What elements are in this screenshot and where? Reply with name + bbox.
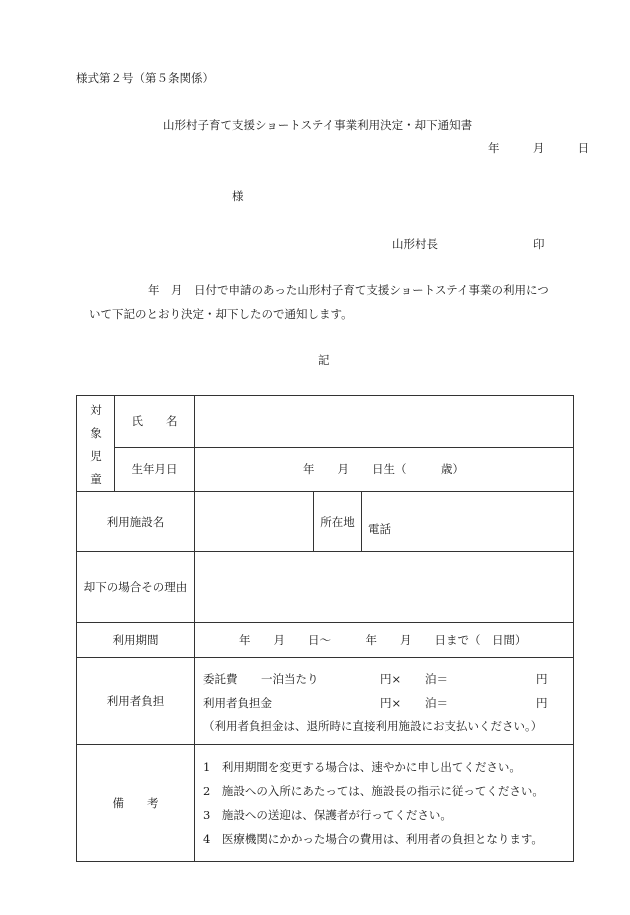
phone-label: 電話 bbox=[368, 521, 391, 536]
period-label: 利用期間 bbox=[77, 623, 195, 658]
seal-mark: 印 bbox=[533, 237, 545, 251]
reject-reason-label: 却下の場合その理由 bbox=[77, 552, 195, 623]
fee-nights: 泊＝ bbox=[425, 672, 448, 686]
remarks-label: 備 考 bbox=[77, 745, 195, 862]
issuer-name: 山形村長 bbox=[392, 237, 438, 251]
location-label: 所在地 bbox=[314, 492, 362, 552]
body-text-line-1: 年 月 日付で申請のあった山形村子育て支援ショートステイ事業の利用につ bbox=[148, 283, 549, 297]
remarks-list bbox=[195, 745, 574, 862]
name-label: 氏 名 bbox=[115, 396, 195, 448]
child-label-char: 象 bbox=[90, 426, 102, 440]
addressee-suffix: 様 bbox=[232, 189, 244, 203]
user-burden-yen-per-night: 円× bbox=[380, 696, 402, 710]
remark-item: 2 施設への入所にあたっては、施設長の指示に従ってください。 bbox=[203, 784, 544, 798]
fee-total-yen: 円 bbox=[536, 672, 548, 686]
child-label-char: 児 bbox=[90, 449, 102, 463]
name-field[interactable] bbox=[195, 396, 574, 448]
decision-table bbox=[76, 395, 574, 862]
child-label-char: 童 bbox=[90, 472, 102, 486]
remark-item: 4 医療機関にかかった場合の費用は、利用者の負担となります。 bbox=[203, 832, 543, 846]
remark-item: 3 施設への送迎は、保護者が行ってください。 bbox=[203, 808, 452, 822]
reject-reason-field[interactable] bbox=[195, 552, 574, 623]
body-text-line-2: いて下記のとおり決定・却下したので通知します。 bbox=[89, 307, 353, 321]
date-line bbox=[488, 140, 589, 156]
child-label-cell bbox=[77, 396, 115, 492]
form-number: 様式第２号（第５条関係） bbox=[76, 71, 214, 85]
fee-yen-per-night: 円× bbox=[380, 672, 402, 686]
facility-label: 利用施設名 bbox=[77, 492, 195, 552]
ki-heading: 記 bbox=[318, 353, 330, 367]
date-month: 月 bbox=[532, 141, 545, 155]
date-day: 日 bbox=[577, 141, 590, 155]
document-title: 山形村子育て支援ショートステイ事業利用決定・却下通知書 bbox=[163, 118, 473, 132]
period-value[interactable]: 年 月 日〜 年 月 日まで（ 日間） bbox=[195, 623, 574, 658]
user-burden-total-yen: 円 bbox=[536, 696, 548, 710]
birth-label: 生年月日 bbox=[115, 447, 195, 491]
burden-label: 利用者負担 bbox=[77, 658, 195, 745]
remark-item: 1 利用期間を変更する場合は、速やかに申し出てください。 bbox=[203, 760, 521, 774]
user-burden-nights: 泊＝ bbox=[425, 696, 448, 710]
date-year: 年 bbox=[488, 141, 500, 155]
user-burden-item: 利用者負担金 bbox=[203, 696, 272, 710]
child-label-char: 対 bbox=[90, 403, 102, 417]
location-field[interactable] bbox=[362, 492, 574, 552]
burden-note: （利用者負担金は、退所時に直接利用施設にお支払いください。） bbox=[203, 719, 543, 733]
burden-detail bbox=[195, 658, 574, 745]
facility-field[interactable] bbox=[195, 492, 314, 552]
fee-detail: 一泊当たり bbox=[261, 672, 319, 686]
fee-item: 委託費 bbox=[203, 672, 238, 686]
birth-value[interactable]: 年 月 日生（ 歳） bbox=[195, 447, 574, 491]
